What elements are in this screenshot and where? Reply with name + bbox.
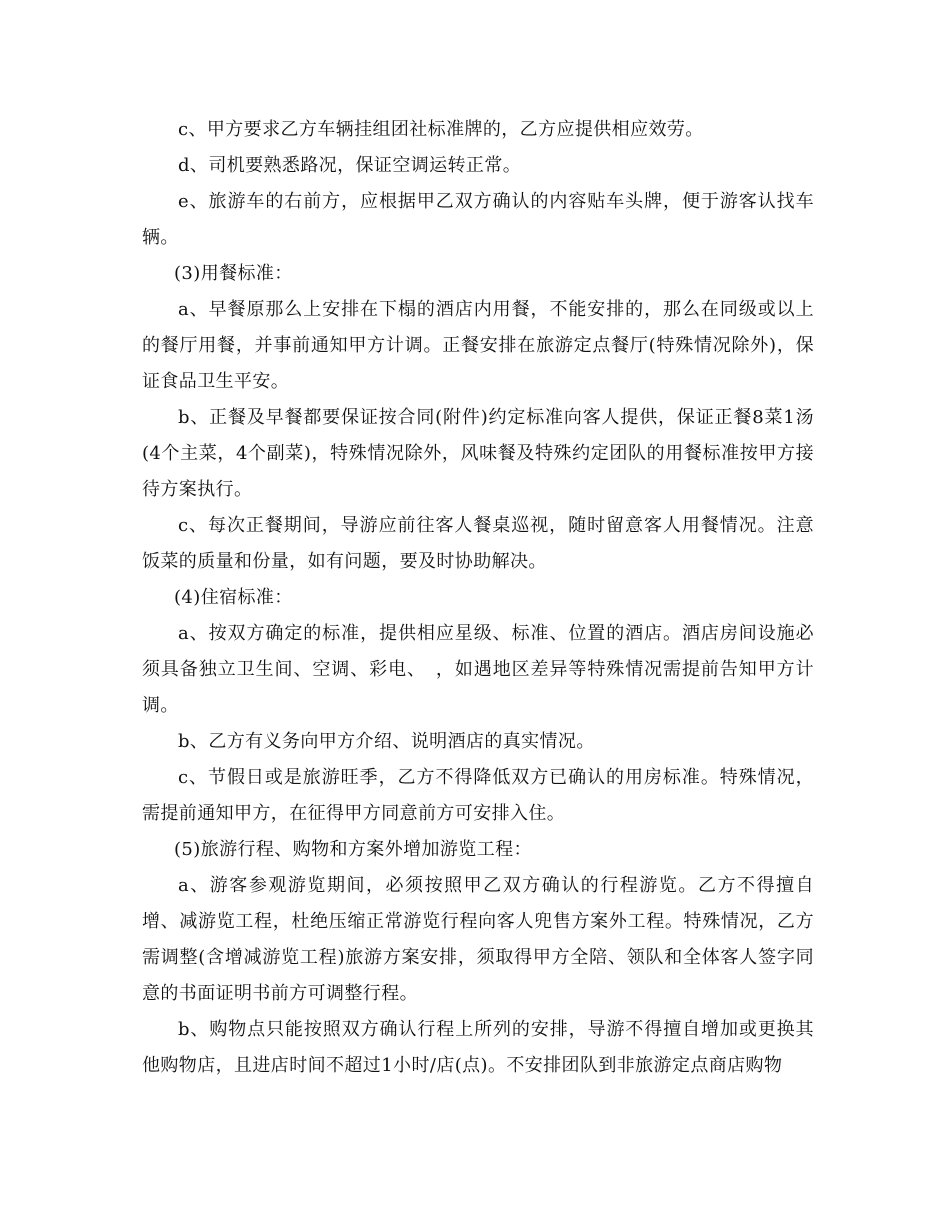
paragraph-a-breakfast: a、早餐原那么上安排在下榻的酒店内用餐，不能安排的，那么在同级或以上的餐厅用餐，并事前通知甲方计调。正餐安排在旅游定点餐厅(特殊情况除外)，保证食品卫生平安。 [142, 299, 814, 392]
paragraph-a-itinerary: a、游客参观游览期间，必须按照甲乙双方确认的行程游览。乙方不得擅自增、减游览工程，杜绝压缩正常游览行程向客人兜售方案外工程。特殊情况，乙方需调整(含增减游览工程)旅游方案安排，须取得甲方全陪、领队和全体客人签字同意的书面证明书前方可调整行程。 [142, 875, 814, 1004]
document-page [142, 112, 814, 1084]
heading-lodging-standard: (4)住宿标准： [174, 587, 293, 608]
paragraph-e-bus-sign: e、旅游车的右前方，应根据甲乙双方确认的内容贴车头牌，便于游客认找车辆。 [142, 191, 814, 248]
heading-meal-standard: (3)用餐标准： [174, 263, 293, 284]
paragraph-c-vehicle-sign: c、甲方要求乙方车辆挂组团社标准牌的，乙方应提供相应效劳。 [178, 119, 704, 140]
paragraph-b-hotel-info: b、乙方有义务向甲方介绍、说明酒店的真实情况。 [178, 731, 595, 752]
paragraph-a-hotel: a、按双方确定的标准，提供相应星级、标准、位置的酒店。酒店房间设施必须具备独立卫生间、空调、彩电、 ，如遇地区差异等特殊情况需提前告知甲方计调。 [142, 623, 814, 716]
paragraph-c-holiday: c、节假日或是旅游旺季，乙方不得降低双方已确认的用房标准。特殊情况，需提前通知甲方，在征得甲方同意前方可安排入住。 [142, 767, 814, 824]
paragraph-d-driver: d、司机要熟悉路况，保证空调运转正常。 [178, 155, 522, 176]
paragraph-b-shopping: b、购物点只能按照双方确认行程上所列的安排，导游不得擅自增加或更换其他购物店，且进店时间不超过1小时/店(点)。不安排团队到非旅游定点商店购物 [142, 1019, 814, 1076]
heading-itinerary: (5)旅游行程、购物和方案外增加游览工程： [174, 839, 532, 860]
paragraph-b-meals: b、正餐及早餐都要保证按合同(附件)约定标准向客人提供，保证正餐8菜1汤(4个主菜，4个副菜)，特殊情况除外，风味餐及特殊约定团队的用餐标准按甲方接待方案执行。 [142, 407, 814, 500]
paragraph-c-meal-check: c、每次正餐期间，导游应前往客人餐桌巡视，随时留意客人用餐情况。注意饭菜的质量和份量，如有问题，要及时协助解决。 [142, 515, 814, 572]
